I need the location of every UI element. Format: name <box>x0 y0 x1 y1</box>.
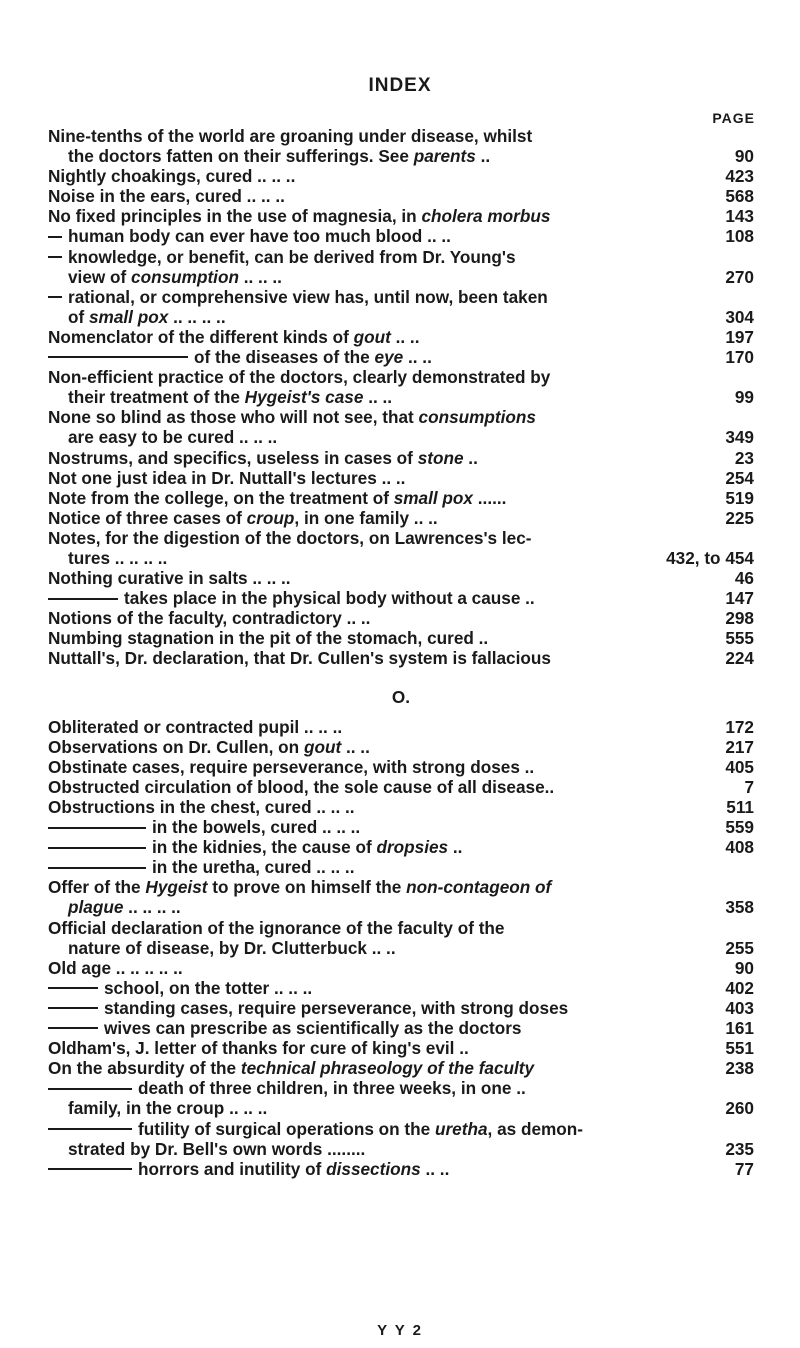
section-heading-o: O. <box>391 686 411 707</box>
entry-line: Obstinate cases, require perseverance, with strong doses .. <box>48 756 535 777</box>
entry-continuation <box>48 938 704 958</box>
index-entry <box>48 797 754 817</box>
entry-line: Non-efficient practice of the doctors, clearly demonstrated by <box>48 367 551 388</box>
page-number: 7 <box>744 776 754 797</box>
entry-text <box>48 797 704 817</box>
entry-line: in the bowels, cured .. .. .. <box>152 817 361 838</box>
page-number: 408 <box>725 837 754 858</box>
index-entry <box>48 247 754 287</box>
index-entry <box>48 1058 754 1078</box>
entry-text <box>48 347 704 367</box>
entry-continuation <box>48 548 704 568</box>
index-entry <box>48 628 754 648</box>
page-number: 170 <box>725 347 754 368</box>
entry-line: Nine-tenths of the world are groaning under disease, whilst <box>48 126 533 146</box>
index-entry <box>48 528 754 568</box>
page-number: 108 <box>725 226 754 247</box>
index-list <box>48 126 754 1179</box>
entry-line: knowledge, or benefit, can be derived from Dr. Young's <box>68 246 516 267</box>
index-entry <box>48 287 754 327</box>
entry-line: their treatment of the Hygeist's case .. .. <box>68 387 393 408</box>
index-entry <box>48 717 754 737</box>
index-entry <box>48 998 754 1018</box>
entry-line: strated by Dr. Bell's own words ........ <box>68 1138 366 1159</box>
page-number: 99 <box>734 387 754 408</box>
entry-text <box>48 998 704 1018</box>
entry-line: Note from the college, on the treatment of small pox ...... <box>48 487 507 508</box>
entry-text <box>48 717 704 737</box>
entry-text <box>48 186 704 206</box>
page-number: 46 <box>734 568 754 589</box>
entry-line: Notice of three cases of croup, in one family .. .. <box>48 507 438 528</box>
ditto-rule <box>48 236 62 238</box>
entry-line: Numbing stagnation in the pit of the stomach, cured .. <box>48 628 489 649</box>
entry-text <box>48 737 704 757</box>
entry-line: On the absurdity of the technical phraseology of the faculty <box>48 1058 535 1079</box>
entry-line: Obstructed circulation of blood, the sole cause of all disease.. <box>48 776 555 797</box>
page-number: 235 <box>725 1138 754 1159</box>
entry-line: death of three children, in three weeks, in one .. <box>138 1078 526 1099</box>
index-entry <box>48 777 754 797</box>
index-entry <box>48 488 754 508</box>
page-column-label: PAGE <box>712 110 755 126</box>
entry-line: are easy to be cured .. .. .. <box>68 427 278 448</box>
page-number: 254 <box>725 467 754 488</box>
ditto-rule <box>48 256 62 258</box>
ditto-rule <box>48 356 188 358</box>
index-entry <box>48 568 754 588</box>
entry-line: Obstructions in the chest, cured .. .. .. <box>48 797 355 817</box>
entry-text <box>48 1058 704 1078</box>
entry-line: school, on the totter .. .. .. <box>104 977 313 998</box>
index-entry <box>48 877 754 917</box>
page-number: 349 <box>725 427 754 448</box>
entry-line: rational, or comprehensive view has, until now, been taken <box>68 286 548 307</box>
page-number: 225 <box>725 507 754 528</box>
entry-text <box>48 367 704 387</box>
entry-text <box>48 247 704 267</box>
page-number: 217 <box>725 736 754 757</box>
entry-line: Notes, for the digestion of the doctors, on Lawrences's lec- <box>48 527 532 548</box>
entry-line: Old age .. .. .. .. .. <box>48 957 183 978</box>
index-entry <box>48 448 754 468</box>
ditto-rule <box>48 1168 132 1170</box>
ditto-rule <box>48 1088 132 1090</box>
entry-text <box>48 877 704 897</box>
ditto-rule <box>48 827 146 829</box>
entry-continuation <box>48 1139 704 1159</box>
entry-continuation <box>48 897 704 917</box>
page-number: 260 <box>725 1098 754 1119</box>
entry-line: Obliterated or contracted pupil .. .. .. <box>48 716 343 737</box>
index-entry <box>48 958 754 978</box>
entry-line: human body can ever have too much blood .. .. <box>68 226 451 247</box>
entry-line: wives can prescribe as scientifically as the doctors <box>104 1018 522 1039</box>
entry-line: in the uretha, cured .. .. .. <box>152 857 355 878</box>
entry-line: Official declaration of the ignorance of the faculty of the <box>48 917 505 938</box>
index-entry <box>48 608 754 628</box>
page-number: 238 <box>725 1058 754 1079</box>
entry-text <box>48 1159 704 1179</box>
page-number: 224 <box>725 648 754 669</box>
entry-line: Nightly choakings, cured .. .. .. <box>48 166 296 187</box>
entry-text <box>48 166 704 186</box>
entry-text <box>48 918 704 938</box>
entry-line: tures .. .. .. .. <box>68 547 168 568</box>
index-entry <box>48 648 754 668</box>
ditto-rule <box>48 987 98 989</box>
index-entry <box>48 817 754 837</box>
entry-text <box>48 837 704 857</box>
entry-text <box>48 1119 704 1139</box>
page-number: 77 <box>734 1158 754 1179</box>
entry-line: Observations on Dr. Cullen, on gout .. .. <box>48 736 370 757</box>
page-number: 161 <box>725 1018 754 1039</box>
entry-line: view of consumption .. .. .. <box>68 266 282 287</box>
entry-continuation <box>48 307 704 327</box>
entry-line: Nothing curative in salts .. .. .. <box>48 568 291 589</box>
index-entry <box>48 367 754 407</box>
page-number: 255 <box>725 937 754 958</box>
signature-mark: Y Y 2 <box>377 1322 423 1339</box>
page-number: 402 <box>725 977 754 998</box>
entry-text <box>48 568 704 588</box>
entry-line: None so blind as those who will not see, that consumptions <box>48 407 536 428</box>
ditto-rule <box>48 598 118 600</box>
page-number: 197 <box>725 326 754 347</box>
index-entry <box>48 226 754 246</box>
entry-text <box>48 1078 704 1098</box>
index-entry <box>48 1119 754 1159</box>
page-number: 551 <box>725 1038 754 1059</box>
entry-continuation <box>48 1098 704 1118</box>
entry-line: Offer of the Hygeist to prove on himself the non-contageon of <box>48 877 552 898</box>
index-entry <box>48 757 754 777</box>
index-entry <box>48 857 754 877</box>
ditto-rule <box>48 847 146 849</box>
entry-text <box>48 508 704 528</box>
entry-line: the doctors fatten on their sufferings. See parents .. <box>68 146 491 167</box>
index-entry <box>48 978 754 998</box>
section-n-entries <box>48 126 754 669</box>
ditto-rule <box>48 1007 98 1009</box>
entry-text <box>48 857 704 877</box>
index-entry <box>48 206 754 226</box>
entry-line: family, in the croup .. .. .. <box>68 1098 268 1119</box>
page-number: 511 <box>726 797 754 817</box>
page-number: 555 <box>725 628 754 649</box>
index-entry <box>48 837 754 857</box>
entry-text <box>48 206 704 226</box>
entry-line: Notions of the faculty, contradictory .. .. <box>48 608 371 629</box>
entry-text <box>48 608 704 628</box>
page-number: 519 <box>725 487 754 508</box>
page-number: 23 <box>734 447 754 468</box>
entry-text <box>48 757 704 777</box>
entry-line: in the kidnies, the cause of dropsies .. <box>152 837 463 858</box>
entry-continuation <box>48 387 704 407</box>
ditto-rule <box>48 867 146 869</box>
entry-line: futility of surgical operations on the uretha, as demon- <box>138 1118 584 1139</box>
entry-line: of the diseases of the eye .. .. <box>194 347 432 368</box>
index-entry <box>48 508 754 528</box>
ditto-rule <box>48 296 62 298</box>
page-number: 358 <box>725 897 754 918</box>
entry-line: No fixed principles in the use of magnesia, in cholera morbus <box>48 206 551 227</box>
entry-text <box>48 978 704 998</box>
page-number: 403 <box>725 997 754 1018</box>
entry-line: nature of disease, by Dr. Clutterbuck .. .. <box>68 937 396 958</box>
index-entry <box>48 1038 754 1058</box>
entry-text <box>48 777 704 797</box>
entry-line: Noise in the ears, cured .. .. .. <box>48 186 285 207</box>
entry-text <box>48 488 704 508</box>
entry-continuation <box>48 267 704 287</box>
entry-text <box>48 648 704 668</box>
entry-line: horrors and inutility of dissections .. .. <box>138 1158 450 1179</box>
entry-line: standing cases, require perseverance, with strong doses <box>104 997 569 1018</box>
entry-text <box>48 588 704 608</box>
entry-text <box>48 468 704 488</box>
page-number: 270 <box>725 266 754 287</box>
entry-text <box>48 817 704 837</box>
entry-text <box>48 1038 704 1058</box>
index-entry <box>48 327 754 347</box>
page-number: 559 <box>725 817 754 838</box>
page-number: 147 <box>725 588 754 609</box>
ditto-rule <box>48 1027 98 1029</box>
entry-text <box>48 226 704 246</box>
page-number: 568 <box>725 186 754 207</box>
entry-text <box>48 407 704 427</box>
entry-text <box>48 448 704 468</box>
index-entry <box>48 166 754 186</box>
index-entry <box>48 407 754 447</box>
entry-line: of small pox .. .. .. .. <box>68 306 226 327</box>
page-number: 90 <box>734 146 754 167</box>
entry-line: Not one just idea in Dr. Nuttall's lectures .. .. <box>48 467 406 488</box>
index-entry <box>48 347 754 367</box>
index-entry <box>48 918 754 958</box>
entry-text <box>48 126 704 146</box>
index-entry <box>48 1078 754 1118</box>
entry-continuation <box>48 427 704 447</box>
entry-line: takes place in the physical body without a cause .. <box>124 588 535 609</box>
section-o-entries <box>48 717 754 1179</box>
index-entry <box>48 588 754 608</box>
page-header: INDEX <box>368 75 432 96</box>
page-number: 298 <box>725 608 754 629</box>
entry-text <box>48 528 704 548</box>
entry-text <box>48 1018 704 1038</box>
page-number: 432, to 454 <box>666 547 754 568</box>
page-number: 90 <box>734 957 754 978</box>
entry-line: Nomenclator of the different kinds of gout .. .. <box>48 326 420 347</box>
index-entry <box>48 1018 754 1038</box>
entry-text <box>48 327 704 347</box>
entry-text <box>48 958 704 978</box>
index-entry <box>48 126 754 166</box>
index-entry <box>48 186 754 206</box>
entry-line: Nostrums, and specifics, useless in cases of stone .. <box>48 447 478 468</box>
entry-line: Nuttall's, Dr. declaration, that Dr. Cullen's system is fallacious <box>48 648 551 669</box>
page-number: 423 <box>725 166 754 187</box>
entry-text <box>48 628 704 648</box>
entry-line: Oldham's, J. letter of thanks for cure of king's evil .. <box>48 1038 469 1059</box>
ditto-rule <box>48 1128 132 1130</box>
index-entry <box>48 1159 754 1179</box>
index-entry <box>48 737 754 757</box>
index-entry <box>48 468 754 488</box>
page-number: 143 <box>725 206 754 227</box>
page-number: 304 <box>725 306 754 327</box>
page-number: 172 <box>725 716 754 737</box>
page-number: 405 <box>725 756 754 777</box>
entry-continuation <box>48 146 704 166</box>
entry-line: plague .. .. .. .. <box>68 897 181 918</box>
entry-text <box>48 287 704 307</box>
